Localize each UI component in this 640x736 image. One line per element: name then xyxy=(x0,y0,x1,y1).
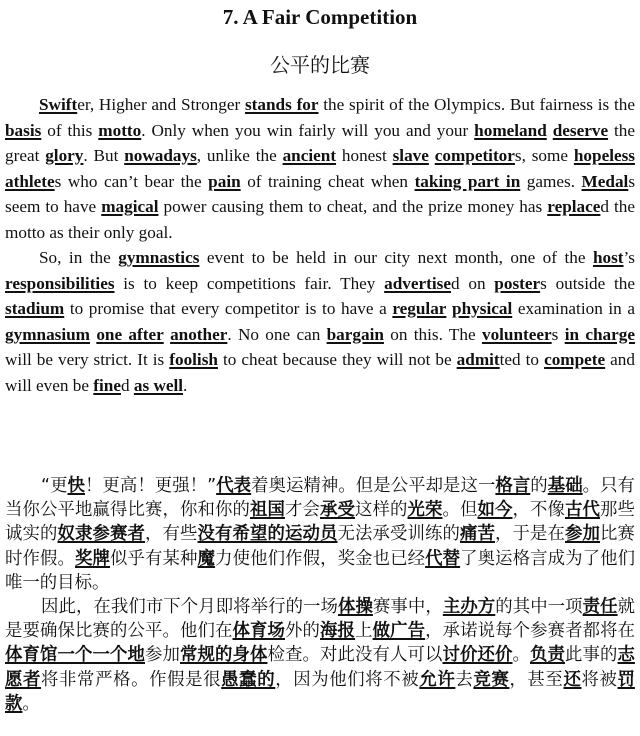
vocab-keyword: fine xyxy=(93,375,121,395)
vocab-keyword: 代表 xyxy=(216,476,252,496)
vocab-keyword: athlete xyxy=(5,171,55,191)
text-run: 了奥运格言成为了他们唯一的目标。 xyxy=(5,548,635,593)
text-run: ted to xyxy=(499,350,545,369)
text-run: event to be held in our city next month, one of the xyxy=(199,248,593,267)
vocab-keyword: advertise xyxy=(384,273,451,293)
text-run: . But xyxy=(83,146,125,165)
text-run: ！更高！更强！” xyxy=(84,476,217,496)
vocab-keyword: Medal xyxy=(581,171,629,191)
vocab-keyword: 负责 xyxy=(530,645,565,666)
vocab-keyword: 常规的身体 xyxy=(180,645,268,666)
vocab-keyword: 讨价还价 xyxy=(442,645,513,666)
text-run: er, Higher and Stronger xyxy=(77,95,245,114)
text-run: 这样的 xyxy=(354,500,408,521)
vocab-keyword: 做广告 xyxy=(372,621,426,642)
text-run: the great xyxy=(5,120,636,165)
vocab-keyword: 祖国 xyxy=(249,500,285,521)
vocab-keyword: 愚蠢的 xyxy=(221,669,276,690)
chinese-title: 公平的比赛 xyxy=(270,53,370,77)
vocab-keyword: hopeless xyxy=(573,146,635,165)
text-run: 将非常严格。作假是很 xyxy=(41,669,222,690)
vocab-keyword: 体育馆一个一个地 xyxy=(5,645,145,666)
vocab-keyword: taking part in xyxy=(414,171,521,191)
vocab-keyword: 格言 xyxy=(495,476,531,496)
vocab-keyword: stadium xyxy=(5,299,65,318)
vocab-keyword: 参加 xyxy=(565,524,600,545)
text-run: 。但 xyxy=(442,500,478,521)
text-run: d the motto as their only goal. xyxy=(5,197,635,242)
text-run: 此事的 xyxy=(565,645,618,666)
vocab-keyword: slave xyxy=(392,146,429,165)
vocab-keyword: 奴隶参赛者 xyxy=(57,524,145,545)
vocab-keyword: motto xyxy=(98,120,142,140)
text-run: d xyxy=(120,375,134,395)
text-run: on this. The xyxy=(383,324,482,344)
text-run: power causing them to cheat, and the prize money has xyxy=(158,197,548,216)
text-run: to cheat because they will not be xyxy=(217,350,457,369)
vocab-keyword: bargain xyxy=(326,324,384,344)
text-run: s seem to have xyxy=(5,171,636,216)
vocab-keyword: 没有希望的运动员 xyxy=(197,524,338,545)
vocab-keyword: 主办方 xyxy=(442,597,496,618)
vocab-keyword: 代替 xyxy=(425,548,461,569)
text-run: So, in the xyxy=(39,248,119,267)
vocab-keyword: stands for xyxy=(244,95,319,114)
text-run: s outside the xyxy=(540,273,635,293)
vocab-keyword: as well xyxy=(133,375,184,395)
text-run: “更 xyxy=(41,476,68,496)
text-run: ，承诺说每个参赛者都将在 xyxy=(425,621,635,642)
chinese-text xyxy=(5,474,635,716)
text-run: games. xyxy=(520,171,582,191)
english-title: 7. A Fair Competition xyxy=(222,5,418,29)
text-run: ，不像 xyxy=(512,500,565,521)
text-run: honest xyxy=(336,146,393,165)
text-run: the spirit of the Olympics. But fairness is the xyxy=(318,95,635,114)
text-run: 检查。对此没有人可以 xyxy=(267,645,443,666)
chinese-paragraph-1 xyxy=(5,474,635,595)
vocab-keyword: ancient xyxy=(282,146,337,165)
vocab-keyword: 快 xyxy=(67,476,85,496)
text-run: 无法承受训练的 xyxy=(337,524,460,545)
text-run: 那些诚实的 xyxy=(5,500,635,545)
text-run: ，甚至 xyxy=(509,669,564,690)
vocab-keyword: another xyxy=(170,324,228,344)
text-run: examination in a xyxy=(512,299,636,318)
vocab-keyword: Swift xyxy=(39,95,78,114)
vocab-keyword: 古代 xyxy=(564,500,600,521)
text-run: 去 xyxy=(455,669,474,690)
vocab-keyword: 竞赛 xyxy=(473,669,510,690)
vocab-keyword: 基础 xyxy=(547,476,583,496)
text-run: 。只有当你公平地赢得比赛，你和你的 xyxy=(5,476,635,521)
text-run: to promise that every competitor is to have a xyxy=(64,299,393,318)
english-text xyxy=(5,92,635,398)
text-run: of this xyxy=(41,120,99,140)
vocab-keyword: 海报 xyxy=(320,621,356,642)
vocab-keyword: glory xyxy=(45,146,84,165)
text-run: . xyxy=(183,375,188,395)
vocab-keyword: 承受 xyxy=(319,500,355,521)
text-run: 才会 xyxy=(284,500,320,521)
text-run: . Only when you win fairly will you and your xyxy=(141,120,475,140)
text-run: 将被 xyxy=(581,669,618,690)
text-run: will be very strict. It is xyxy=(5,350,170,369)
text-run: s who can’t bear the xyxy=(54,171,209,191)
text-run: 力使他们作假，奖金也已经 xyxy=(215,548,426,569)
vocab-keyword: physical xyxy=(452,299,513,318)
vocab-keyword: 光荣 xyxy=(407,500,443,521)
vocab-keyword: competitor xyxy=(434,146,515,165)
vocab-keyword: replace xyxy=(547,197,601,216)
vocab-keyword: in charge xyxy=(564,324,635,344)
vocab-keyword: pain xyxy=(208,171,241,191)
text-run: 外的 xyxy=(285,621,321,642)
vocab-keyword: 允许 xyxy=(419,669,456,690)
text-run: d on xyxy=(450,273,495,293)
vocab-keyword: 体操 xyxy=(338,597,373,618)
vocab-keyword: host xyxy=(592,248,624,267)
vocab-keyword: poster xyxy=(494,273,541,293)
vocab-keyword: admit xyxy=(456,350,500,369)
text-run: 因此，在我们市下个月即将举行的一场 xyxy=(41,597,338,618)
vocab-keyword: 体育场 xyxy=(232,621,286,642)
text-run: 赛事中， xyxy=(372,597,443,618)
text-run: 的其中一项 xyxy=(495,597,583,618)
text-run: 上 xyxy=(355,621,373,642)
vocab-keyword: nowadays xyxy=(124,146,197,165)
text-run: 就是要确保比赛的公平。他们在 xyxy=(5,597,635,642)
vocab-keyword: 奖牌 xyxy=(75,548,111,569)
vocab-keyword: 魔 xyxy=(197,548,216,569)
vocab-keyword: 志愿者 xyxy=(5,645,635,690)
vocab-keyword: 如今 xyxy=(477,500,513,521)
text-run: 比赛时作假。 xyxy=(5,524,635,569)
text-run: ’s xyxy=(623,248,635,267)
text-run: 。 xyxy=(22,693,40,714)
vocab-keyword: responsibilities xyxy=(5,273,115,293)
vocab-keyword: 还 xyxy=(563,669,582,690)
text-run: and will even be xyxy=(5,350,635,395)
vocab-keyword: magical xyxy=(101,197,159,216)
text-run: s xyxy=(551,324,565,344)
vocab-keyword: one after xyxy=(96,324,164,344)
text-run: 的 xyxy=(530,476,548,496)
vocab-keyword: foolish xyxy=(169,350,218,369)
english-paragraph-1 xyxy=(5,92,635,245)
vocab-keyword: compete xyxy=(544,350,606,369)
text-run: 着奥运精神。但是公平却是这一 xyxy=(251,476,496,496)
text-run: ，于是在 xyxy=(495,524,565,545)
chinese-paragraph-2 xyxy=(5,595,635,716)
vocab-keyword: homeland xyxy=(474,120,547,140)
vocab-keyword: 罚款 xyxy=(5,669,635,714)
vocab-keyword: regular xyxy=(392,299,447,318)
text-run: 参加 xyxy=(145,645,180,666)
text-run: 似乎有某种 xyxy=(110,548,198,569)
text-run: 。 xyxy=(512,645,530,666)
text-run: . No one can xyxy=(227,324,327,344)
vocab-keyword: volunteer xyxy=(481,324,552,344)
text-run: of training cheat when xyxy=(240,171,415,191)
vocab-keyword: basis xyxy=(5,120,42,140)
english-paragraph-2 xyxy=(5,245,635,398)
text-run: ，因为他们将不被 xyxy=(275,669,420,690)
text-run: , unlike the xyxy=(196,146,283,165)
vocab-keyword: 痛苦 xyxy=(460,524,495,545)
text-run: s, some xyxy=(514,146,574,165)
vocab-keyword: gymnasium xyxy=(5,324,90,344)
vocab-keyword: deserve xyxy=(552,120,609,140)
text-run: is to keep competitions fair. They xyxy=(114,273,385,293)
vocab-keyword: 责任 xyxy=(582,597,618,618)
vocab-keyword: gymnastics xyxy=(118,248,200,267)
text-run: ，有些 xyxy=(145,524,198,545)
